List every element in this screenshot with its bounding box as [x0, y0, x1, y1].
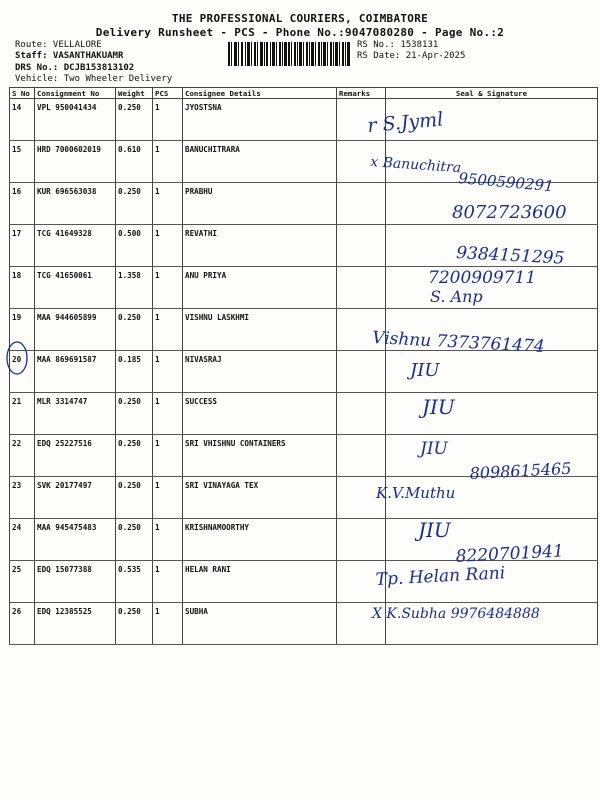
cell-weight: 0.500 [116, 225, 153, 267]
cell-consignee: SUBHA [183, 603, 337, 645]
rs-date: RS Date: 21-Apr-2025 [357, 51, 466, 61]
cell-seal-signature [386, 225, 598, 267]
cell-sno: 21 [10, 393, 35, 435]
cell-weight: 0.250 [116, 603, 153, 645]
cell-pcs: 1 [153, 225, 183, 267]
cell-consignment-no: HRD 7000602019 [35, 141, 116, 183]
cell-pcs: 1 [153, 351, 183, 393]
signature-row-15-name: x Banuchitra [369, 154, 462, 177]
runsheet-table [9, 87, 598, 645]
cell-pcs: 1 [153, 477, 183, 519]
route-label: Route: VELLALORE [15, 40, 102, 50]
cell-pcs: 1 [153, 99, 183, 141]
cell-seal-signature [386, 351, 598, 393]
cell-sno: 15 [10, 141, 35, 183]
table-row [10, 351, 598, 393]
cell-consignment-no: MAA 869691587 [35, 351, 116, 393]
table-row [10, 603, 598, 645]
signature-row-23-phone: 8098615465 [469, 458, 572, 483]
rs-number: RS No.: 1538131 [357, 40, 439, 50]
cell-pcs: 1 [153, 519, 183, 561]
signature-row-16-phone: 8072723600 [452, 202, 567, 223]
table-row [10, 561, 598, 603]
table-row [10, 99, 598, 141]
cell-seal-signature [386, 477, 598, 519]
cell-seal-signature [386, 183, 598, 225]
cell-consignee: PRABHU [183, 183, 337, 225]
signature-row-25-phone: 8220701941 [455, 541, 565, 567]
cell-consignee: SUCCESS [183, 393, 337, 435]
cell-remarks [337, 561, 386, 603]
cell-consignment-no: EDQ 25227516 [35, 435, 116, 477]
signature-row-15-phone: 9500590291 [457, 169, 555, 196]
cell-sno: 26 [10, 603, 35, 645]
cell-remarks [337, 225, 386, 267]
cell-pcs: 1 [153, 393, 183, 435]
cell-sno: 22 [10, 435, 35, 477]
table-row [10, 477, 598, 519]
cell-remarks [337, 477, 386, 519]
col-remarks: Remarks [337, 88, 386, 99]
cell-weight: 0.535 [116, 561, 153, 603]
cell-seal-signature [386, 519, 598, 561]
cell-seal-signature [386, 435, 598, 477]
cell-consignee: SRI VHISHNU CONTAINERS [183, 435, 337, 477]
cell-consignment-no: KUR 696563038 [35, 183, 116, 225]
vehicle-label: Vehicle: Two Wheeler Delivery [15, 74, 173, 84]
cell-consignment-no: MAA 945475483 [35, 519, 116, 561]
cell-consignee: REVATHI [183, 225, 337, 267]
table-row [10, 267, 598, 309]
cell-pcs: 1 [153, 309, 183, 351]
cell-pcs: 1 [153, 141, 183, 183]
cell-consignment-no: TCG 41650061 [35, 267, 116, 309]
cell-seal-signature [386, 393, 598, 435]
cell-seal-signature [386, 141, 598, 183]
signature-row-22: JIU [420, 439, 448, 459]
cell-pcs: 1 [153, 267, 183, 309]
cell-weight: 0.250 [116, 393, 153, 435]
cell-consignee: NIVASRAJ [183, 351, 337, 393]
cell-remarks [337, 519, 386, 561]
cell-remarks [337, 603, 386, 645]
cell-consignment-no: SVK 20177497 [35, 477, 116, 519]
cell-weight: 0.250 [116, 519, 153, 561]
table-row [10, 183, 598, 225]
cell-consignment-no: MLR 3314747 [35, 393, 116, 435]
table-row [10, 435, 598, 477]
company-title: THE PROFESSIONAL COURIERS, COIMBATORE [171, 12, 429, 25]
cell-weight: 0.250 [116, 435, 153, 477]
cell-consignee: JYOSTSNA [183, 99, 337, 141]
cell-consignee: KRISHNAMOORTHY [183, 519, 337, 561]
table-row [10, 393, 598, 435]
staff-label: Staff: VASANTHAKUAMR [15, 51, 124, 61]
cell-sno: 20 [10, 351, 35, 393]
cell-remarks [337, 351, 386, 393]
cell-sno: 23 [10, 477, 35, 519]
cell-sno: 18 [10, 267, 35, 309]
signature-row-24: JIU [418, 518, 451, 542]
cell-seal-signature [386, 561, 598, 603]
cell-remarks [337, 183, 386, 225]
cell-remarks [337, 141, 386, 183]
signature-row-25-name: Tp. Helan Rani [375, 563, 506, 590]
cell-seal-signature [386, 99, 598, 141]
signature-row-18-phone: 7200909711 [428, 268, 537, 288]
cell-remarks [337, 99, 386, 141]
cell-remarks [337, 435, 386, 477]
cell-consignee: BANUCHITRARA [183, 141, 337, 183]
cell-consignee: VISHNU LASKHMI [183, 309, 337, 351]
cell-weight: 0.610 [116, 141, 153, 183]
cell-consignment-no: MAA 944605899 [35, 309, 116, 351]
cell-pcs: 1 [153, 561, 183, 603]
cell-pcs: 1 [153, 603, 183, 645]
cell-remarks [337, 393, 386, 435]
signature-row-23-name: K.V.Muthu [376, 484, 456, 502]
cell-weight: 0.250 [116, 477, 153, 519]
table-row [10, 141, 598, 183]
col-pcs: PCS [153, 88, 183, 99]
cell-seal-signature [386, 267, 598, 309]
cell-sno: 16 [10, 183, 35, 225]
cell-seal-signature [386, 603, 598, 645]
cell-seal-signature [386, 309, 598, 351]
cell-consignee: ANU PRIYA [183, 267, 337, 309]
signature-row-17-phone: 9384151295 [455, 243, 565, 269]
cell-weight: 1.358 [116, 267, 153, 309]
cell-remarks [337, 267, 386, 309]
col-consignment: Consignment No [35, 88, 116, 99]
table-header-row [10, 88, 598, 99]
table-row [10, 225, 598, 267]
table-row [10, 519, 598, 561]
cell-sno: 24 [10, 519, 35, 561]
col-signature: Seal & Signature [386, 88, 598, 99]
cell-weight: 0.250 [116, 183, 153, 225]
signature-row-19: Vishnu 7373761474 [371, 328, 546, 358]
cell-pcs: 1 [153, 183, 183, 225]
cell-weight: 0.185 [116, 351, 153, 393]
cell-sno: 14 [10, 99, 35, 141]
cell-pcs: 1 [153, 435, 183, 477]
cell-sno: 19 [10, 309, 35, 351]
table-row [10, 309, 598, 351]
signature-row-26: X K.Subha 9976484888 [372, 606, 540, 622]
drs-label: DRS No.: DCJB153813102 [15, 63, 135, 73]
cell-remarks [337, 309, 386, 351]
cell-consignee: HELAN RANI [183, 561, 337, 603]
signature-row-14: r S.Jyml [366, 108, 445, 137]
cell-consignment-no: VPL 950041434 [35, 99, 116, 141]
cell-consignee: SRI VINAYAGA TEX [183, 477, 337, 519]
cell-weight: 0.250 [116, 99, 153, 141]
col-weight: Weight [116, 88, 153, 99]
signature-row-21: JIU [422, 395, 455, 419]
signature-row-18-name: S. Anp [430, 287, 483, 306]
cell-sno: 17 [10, 225, 35, 267]
col-sno: S No [10, 88, 35, 99]
runsheet-subtitle: Delivery Runsheet - PCS - Phone No.:9047080280 - Page No.:2 [95, 26, 505, 39]
cell-consignment-no: EDQ 12385525 [35, 603, 116, 645]
col-consignee: Consignee Details [183, 88, 337, 99]
barcode-image [228, 42, 351, 66]
cell-sno: 25 [10, 561, 35, 603]
signature-row-20: JIU [410, 360, 440, 381]
cell-consignment-no: TCG 41649328 [35, 225, 116, 267]
cell-consignment-no: EDQ 15077388 [35, 561, 116, 603]
cell-weight: 0.250 [116, 309, 153, 351]
